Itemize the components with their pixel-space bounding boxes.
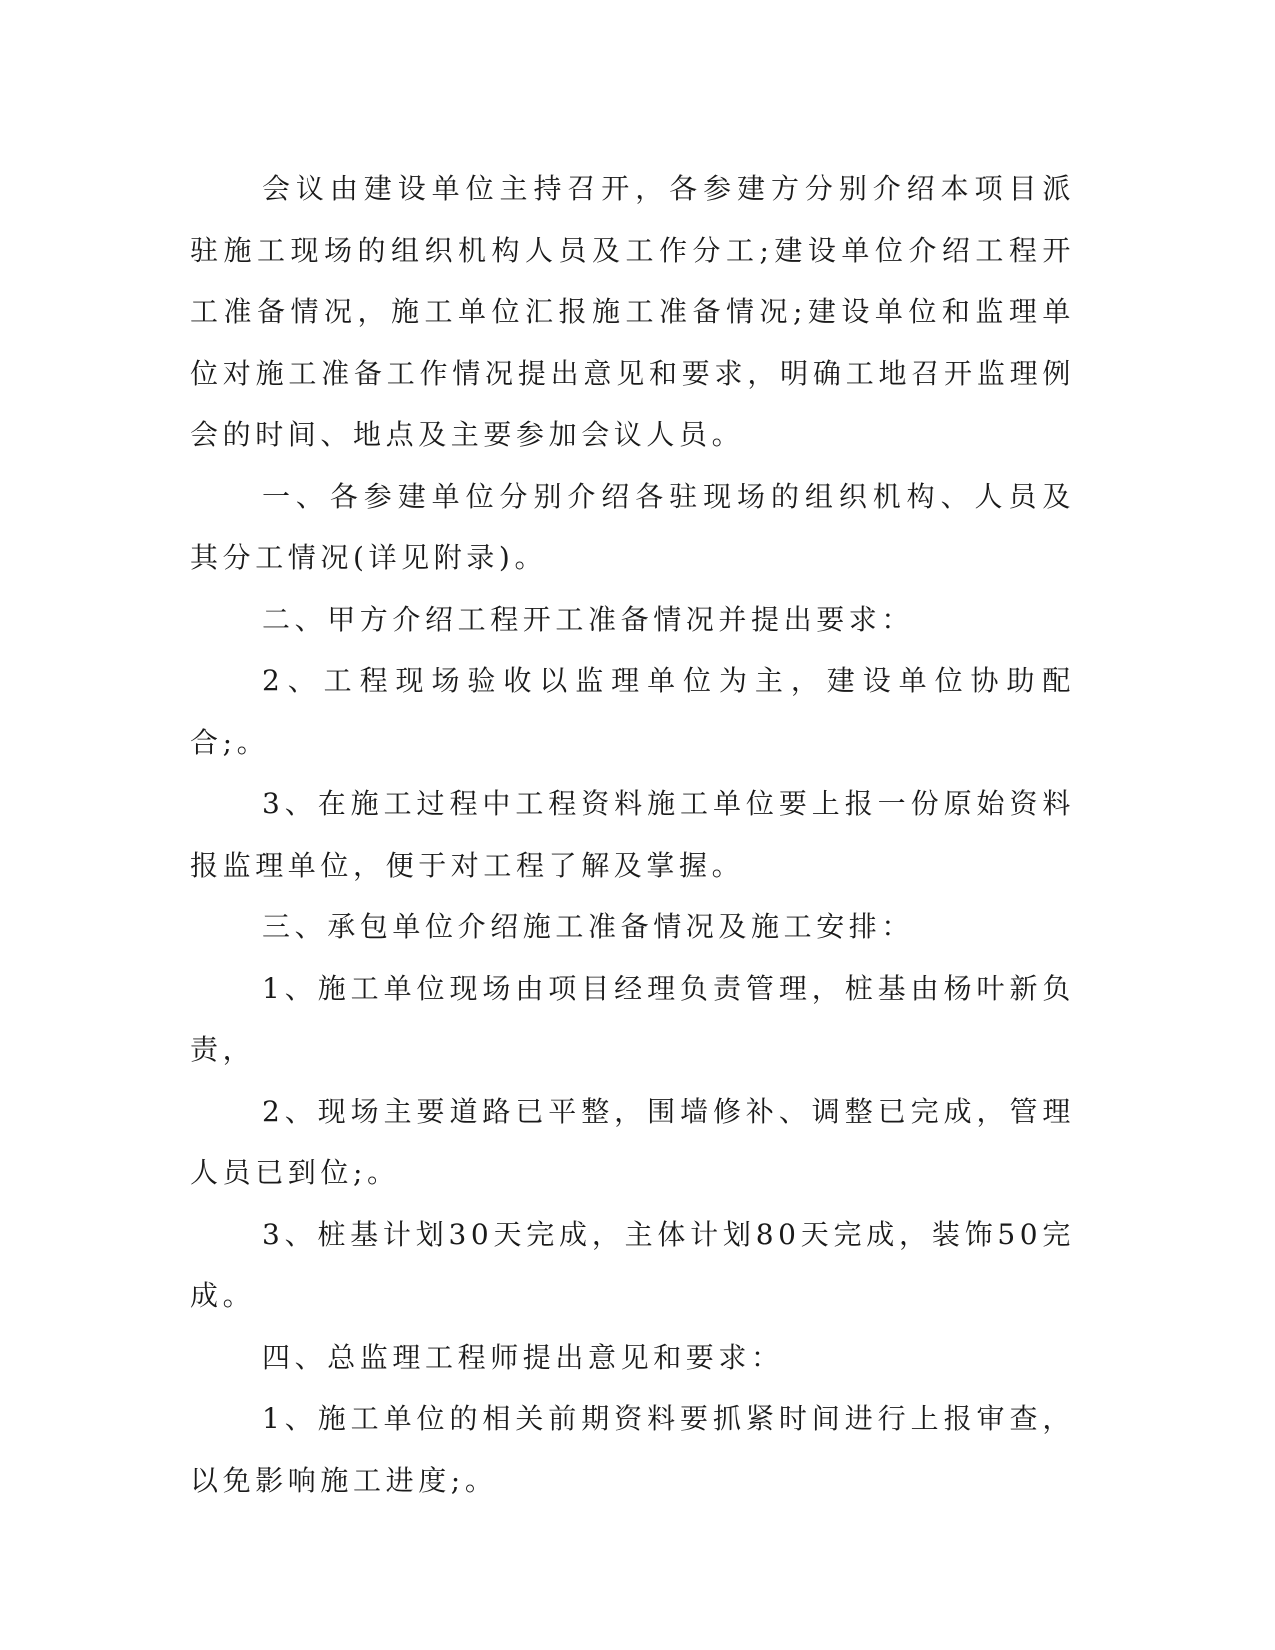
paragraph-section-2-heading: 二、甲方介绍工程开工准备情况并提出要求： <box>262 602 915 636</box>
paragraph-section-2-item-3: 3、在施工过程中工程资料施工单位要上报一份原始资料报监理单位，便于对工程了解及掌握。 <box>190 787 1075 882</box>
paragraph-section-2-item-2: 2、工程现场验收以监理单位为主，建设单位协助配合;。 <box>190 664 1075 759</box>
paragraph-section-4-heading: 四、总监理工程师提出意见和要求： <box>262 1340 784 1374</box>
paragraph-section-3-item-1: 1、施工单位现场由项目经理负责管理，桩基由杨叶新负责， <box>190 971 1075 1066</box>
paragraph-section-4-item-1: 1、施工单位的相关前期资料要抓紧时间进行上报审查，以免影响施工进度;。 <box>190 1402 1075 1497</box>
paragraph-section-3-heading: 三、承包单位介绍施工准备情况及施工安排： <box>262 910 915 943</box>
paragraph-section-3-item-2: 2、现场主要道路已平整，围墙修补、调整已完成，管理人员已到位;。 <box>190 1094 1075 1189</box>
paragraph-section-1: 一、各参建单位分别介绍各驻现场的组织机构、人员及其分工情况(详见附录)。 <box>190 479 1075 574</box>
paragraph-section-3-item-3: 3、桩基计划30天完成，主体计划80天完成，装饰50完成。 <box>190 1217 1075 1312</box>
document-body <box>190 158 1075 1511</box>
paragraph-meeting-intro: 会议由建设单位主持召开，各参建方分别介绍本项目派驻施工现场的组织机构人员及工作分工;建设单位介绍工程开工准备情况，施工单位汇报施工准备情况;建设单位和监理单位对施工准备工作情况提出意见和要求，明确工地召开监理例会的时间、地点及主要参加会议人员。 <box>190 172 1075 451</box>
